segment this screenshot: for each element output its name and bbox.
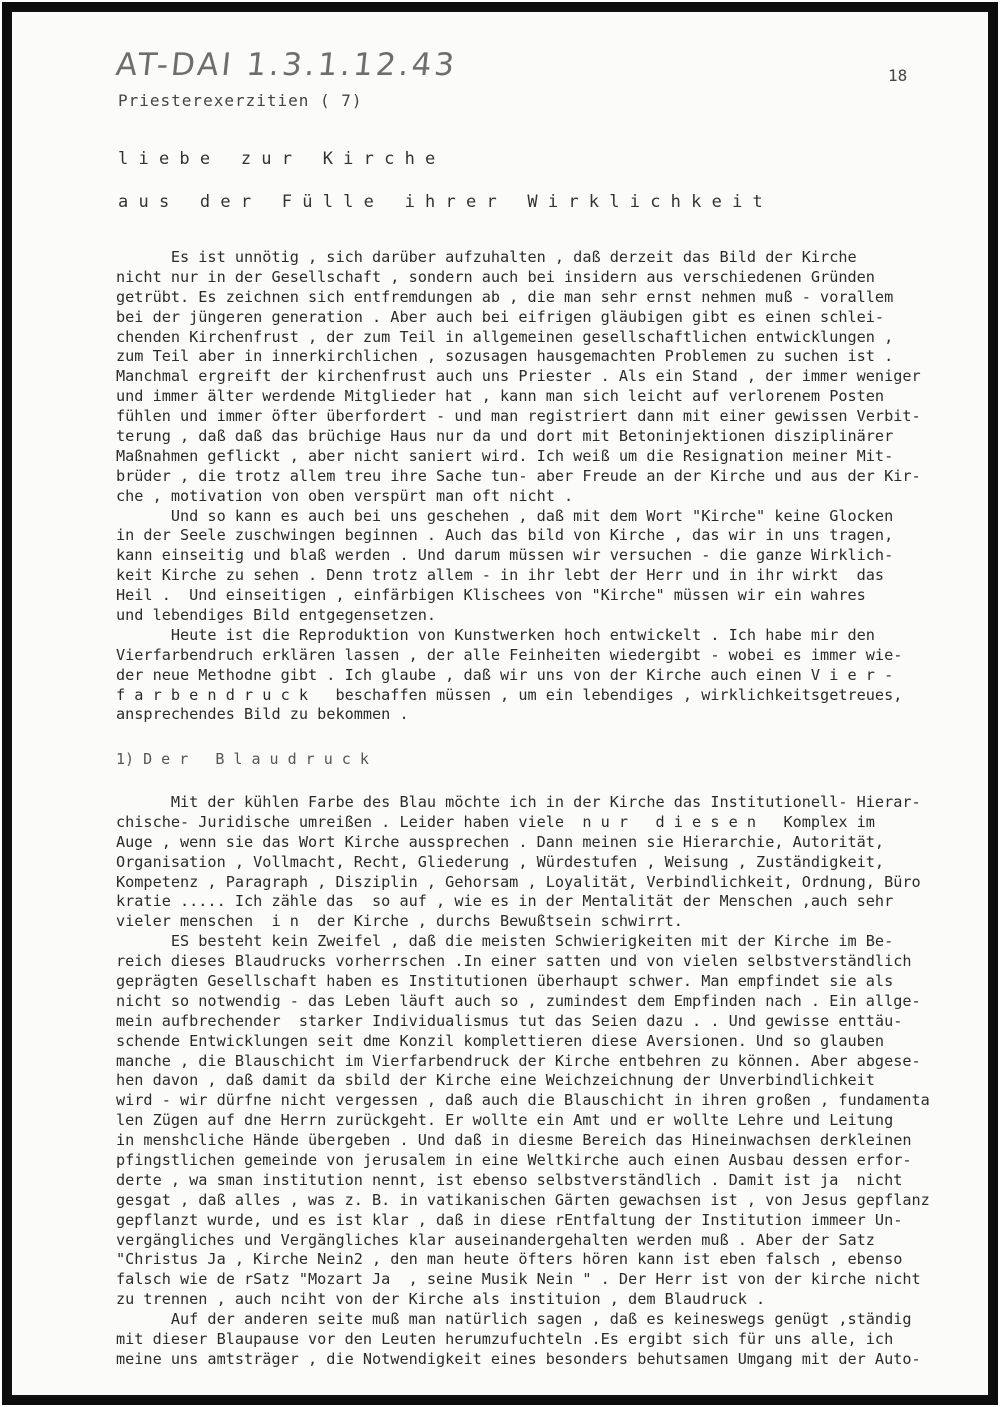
text-line: in menshcliche Hände übergeben . Und daß in diesme Bereich das Hineinwachsen derkleinen xyxy=(116,1131,912,1150)
text-line: schende Entwicklungen seit dme Konzil komplettieren diese Aversionen. Und so glauben xyxy=(116,1031,885,1050)
text-line: Und so kann es auch bei uns geschehen , daß mit dem Wort "Kirche" keine Glocken xyxy=(116,506,894,525)
text-line: derte , wa sman institution nennt, ist ebenso selbstverständlich . Damit ist ja nicht xyxy=(116,1170,903,1189)
text-line: zu trennen , auch nciht von der Kirche als instituion , dem Blaudruck . xyxy=(116,1290,766,1309)
document-subtitle: a u s d e r F ü l l e i h r e r W i r k l i c h k e i t xyxy=(118,192,763,212)
text-line: Auf der anderen seite muß man natürlich sagen , daß es keineswegs genügt ,ständig xyxy=(116,1310,912,1329)
text-line: getrübt. Es zeichnen sich entfremdungen ab , die man sehr ernst nehmen muß - vorallem xyxy=(116,287,894,306)
text-line: keit Kirche zu sehen . Denn trotz allem - in ihr lebt der Herr und in ihr wirkt das xyxy=(116,566,885,585)
text-line: brüder , die trotz allem treu ihre Sache tun- aber Freude an der Kirche und aus der Kir- xyxy=(116,466,921,485)
text-line: falsch wie de rSatz "Mozart Ja , seine Musik Nein " . Der Herr ist von der kirche nicht xyxy=(116,1270,921,1289)
text-line: und lebendiges Bild entgegensetzen. xyxy=(116,606,437,625)
document-title: l i e b e z u r K i r c h e xyxy=(118,149,436,169)
text-line: Vierfarbendruch erklären lassen , der alle Feinheiten wiedergibt - wobei es immer wie- xyxy=(116,645,903,664)
text-line: ansprechendes Bild zu bekommen . xyxy=(116,705,409,724)
page-number: 18 xyxy=(888,66,908,85)
text-line: che , motivation von oben verspürt man oft nicht . xyxy=(116,486,574,505)
text-line: hen davon , daß damit da sbild der Kirche eine Weichzeichnung der Unverbindlichkeit xyxy=(116,1071,875,1090)
text-line: terung , daß daß das brüchige Haus nur da und dort mit Betoninjektionen disziplinärer xyxy=(116,427,894,446)
document-sheet xyxy=(12,12,988,1395)
section-heading-blaudruck: 1) D e r B l a u d r u c k xyxy=(116,750,369,768)
text-line: gepflanzt wurde, und es ist klar , daß in diese rEntfaltung der Institution immeer Un- xyxy=(116,1210,903,1229)
text-line: mein aufbrechender starker Individualismus tut das Seien dazu . . Und gewisse enttäu- xyxy=(116,1011,903,1030)
intro-section xyxy=(116,248,972,725)
series-title: Priesterexerzitien ( 7) xyxy=(118,91,363,110)
text-line: vergängliches und Vergängliches klar auseinandergehalten werden muß . Aber der Satz xyxy=(116,1230,875,1249)
text-line: f a r b e n d r u c k beschaffen müssen , um ein lebendiges , wirklichkeitsgetreues, xyxy=(116,685,903,704)
text-line: in der Seele zuschwingen beginnen . Auch das bild von Kirche , das wir in uns tragen, xyxy=(116,526,894,545)
text-line: nicht so notwendig - das Leben läuft auch so , zumindest dem Empfinden nach . Ein allge- xyxy=(116,991,921,1010)
text-line: Heute ist die Reproduktion von Kunstwerken hoch entwickelt . Ich habe mir den xyxy=(116,625,875,644)
text-line: Manchmal ergreift der kirchenfrust auch uns Priester . Als ein Stand , der immer weniger xyxy=(116,367,921,386)
text-line: mit dieser Blaupause vor den Leuten herumzufuchteln .Es ergibt sich für uns alle, ich xyxy=(116,1330,894,1349)
typewritten-page xyxy=(12,12,988,1395)
text-line: zum Teil aber in innerkirchlichen , sozusagen hausgemachten Problemen zu suchen ist . xyxy=(116,347,894,366)
archive-reference: AT-DAI 1.3.1.12.43 xyxy=(114,47,459,83)
text-line: reich dieses Blaudrucks vorherrschen .In einer satten und von vielen selbstverständlich xyxy=(116,952,912,971)
text-line: Auge , wenn sie das Wort Kirche aussprechen . Dann meinen sie Hierarchie, Autorität, xyxy=(116,832,885,851)
blaudruck-section xyxy=(116,793,972,1370)
text-line: gesgat , daß alles , was z. B. in vatikanischen Gärten gewachsen ist , von Jesus gepflanz xyxy=(116,1190,930,1209)
text-line: chenden Kirchenfrust , der zum Teil in allgemeinen gesellschaftlichen entwicklungen , xyxy=(116,327,894,346)
text-line: wird - wir dürfne nicht vergessen , daß auch die Blauschicht in ihren großen , fundamenta xyxy=(116,1091,930,1110)
text-line: manche , die Blauschicht im Vierfarbendruck der Kirche entbehren zu können. Aber abgese- xyxy=(116,1051,921,1070)
text-line: pfingstlichen gemeinde von jerusalem in eine Weltkirche auch einen Ausbau dessen erfor- xyxy=(116,1151,912,1170)
text-line: der neue Methodne gibt . Ich glaube , daß wir uns von der Kirche auch einen V i e r - xyxy=(116,665,894,684)
text-line: ES besteht kein Zweifel , daß die meisten Schwierigkeiten mit der Kirche im Be- xyxy=(116,932,894,951)
text-line: geprägten Gesellschaft haben es Institutionen überhaupt schwer. Man empfindet sie als xyxy=(116,972,894,991)
text-line: kratie ..... Ich zähle das so auf , wie es in der Mentalität der Menschen ,auch sehr xyxy=(116,892,894,911)
text-line: Kompetenz , Paragraph , Disziplin , Gehorsam , Loyalität, Verbindlichkeit, Ordnung, Büro xyxy=(116,872,921,891)
text-line: Mit der kühlen Farbe des Blau möchte ich in der Kirche das Institutionell- Hierar- xyxy=(116,793,921,811)
text-line: fühlen und immer öfter überfordert - und man registriert dann mit einer gewissen Verbit- xyxy=(116,407,921,426)
text-line: "Christus Ja , Kirche Nein2 , den man heute öfters hören kann ist eben falsch , ebenso xyxy=(116,1250,903,1269)
text-line: und immer älter werdende Mitglieder hat , kann man sich leicht auf verlorenem Posten xyxy=(116,387,885,406)
text-line: kann einseitig und blaß werden . Und darum müssen wir versuchen - die ganze Wirklich- xyxy=(116,546,894,565)
text-line: vieler menschen i n der Kirche , durchs Bewußtsein schwirrt. xyxy=(116,912,683,931)
text-line: nicht nur in der Gesellschaft , sondern auch bei insidern aus verschiedenen Gründen xyxy=(116,267,875,286)
text-line: Es ist unnötig , sich darüber aufzuhalten , daß derzeit das Bild der Kirche xyxy=(116,248,857,266)
text-line: meine uns amtsträger , die Notwendigkeit eines besonders behutsamen Umgang mit der Auto- xyxy=(116,1349,921,1368)
text-line: bei der jüngeren generation . Aber auch bei eifrigen gläubigen gibt es einen schlei- xyxy=(116,307,885,326)
text-line: Organisation , Vollmacht, Recht, Gliederung , Würdestufen , Weisung , Zuständigkeit, xyxy=(116,852,885,871)
text-line: chische- Juridische umreißen . Leider haben viele n u r d i e s e n Komplex im xyxy=(116,812,875,831)
text-line: len Zügen auf dne Herrn zurückgeht. Er wollte ein Amt und er wollte Lehre und Leitung xyxy=(116,1111,894,1130)
text-line: Maßnahmen geflickt , aber nicht saniert wird. Ich weiß um die Resignation meiner Mit- xyxy=(116,446,894,465)
text-line: Heil . Und einseitigen , einfärbigen Klischees von "Kirche" müssen wir ein wahres xyxy=(116,586,866,605)
